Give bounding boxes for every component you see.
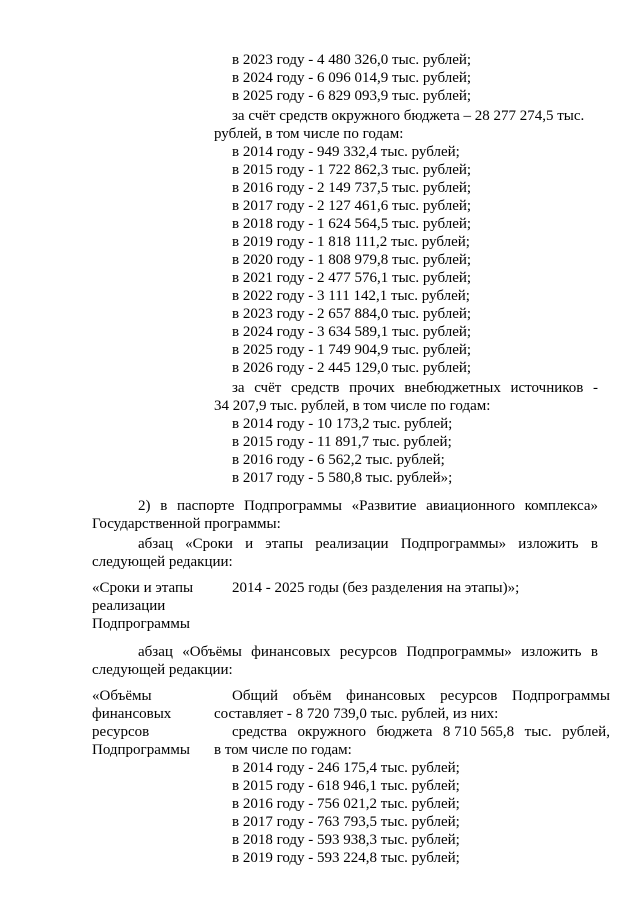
year-line: в 2017 году - 763 793,5 тыс. рублей; <box>232 814 460 830</box>
year-line: в 2015 году - 618 946,1 тыс. рублей; <box>232 778 460 794</box>
sroki-label: Подпрограммы <box>92 616 190 632</box>
year-line: в 2014 году - 10 173,2 тыс. рублей; <box>232 416 453 432</box>
obemy-label: финансовых <box>92 706 172 722</box>
obemy-label: ресурсов <box>92 724 150 740</box>
year-line: в 2023 году - 2 657 884,0 тыс. рублей; <box>232 306 472 322</box>
vnebudget-line: за счёт средств прочих внебюджетных источников - <box>232 380 598 396</box>
obemy-total-line: Общий объём финансовых ресурсов Подпрограммы <box>232 688 610 704</box>
year-line: в 2016 году - 756 021,2 тыс. рублей; <box>232 796 460 812</box>
year-line: в 2019 году - 593 224,8 тыс. рублей; <box>232 850 460 866</box>
year-line: в 2024 году - 6 096 014,9 тыс. рублей; <box>232 70 472 86</box>
year-line: в 2015 году - 11 891,7 тыс. рублей; <box>232 434 452 450</box>
obemy-label: «Объёмы <box>92 688 152 704</box>
sroki-value: 2014 - 2025 годы (без разделения на этапы)»; <box>232 580 520 596</box>
year-line: в 2017 году - 2 127 461,6 тыс. рублей; <box>232 198 472 214</box>
obemy-paragraph-line-cont: следующей редакции: <box>92 662 233 678</box>
obemy-total-line-cont: составляет - 8 720 739,0 тыс. рублей, из них: <box>214 706 499 722</box>
year-line: в 2019 году - 1 818 111,2 тыс. рублей; <box>232 234 470 250</box>
sroki-paragraph-line: абзац «Сроки и этапы реализации Подпрограммы» изложить в <box>138 536 598 552</box>
sroki-label: реализации <box>92 598 166 614</box>
okrug-budget-line: за счёт средств окружного бюджета – 28 277 274,5 тыс. <box>232 108 585 124</box>
item-2-line-cont: Государственной программы: <box>92 516 281 532</box>
obemy-label: Подпрограммы <box>92 742 190 758</box>
year-line: в 2016 году - 6 562,2 тыс. рублей; <box>232 452 445 468</box>
okrug-budget-line-cont: рублей, в том числе по годам: <box>214 126 404 142</box>
sroki-paragraph-line-cont: следующей редакции: <box>92 554 233 570</box>
year-line: в 2014 году - 246 175,4 тыс. рублей; <box>232 760 460 776</box>
year-line: в 2026 году - 2 445 129,0 тыс. рублей; <box>232 360 472 376</box>
sroki-label: «Сроки и этапы <box>92 580 194 596</box>
vnebudget-line-cont: 34 207,9 тыс. рублей, в том числе по годам: <box>214 398 491 414</box>
year-line: в 2020 году - 1 808 979,8 тыс. рублей; <box>232 252 472 268</box>
year-line: в 2015 году - 1 722 862,3 тыс. рублей; <box>232 162 472 178</box>
item-2-line: 2) в паспорте Подпрограммы «Развитие авиационного комплекса» <box>138 498 598 514</box>
year-line: в 2018 году - 593 938,3 тыс. рублей; <box>232 832 460 848</box>
year-line: в 2022 году - 3 111 142,1 тыс. рублей; <box>232 288 470 304</box>
year-line: в 2021 году - 2 477 576,1 тыс. рублей; <box>232 270 472 286</box>
year-line: в 2017 году - 5 580,8 тыс. рублей»; <box>232 470 453 486</box>
year-line: в 2025 году - 6 829 093,9 тыс. рублей; <box>232 88 472 104</box>
year-line: в 2018 году - 1 624 564,5 тыс. рублей; <box>232 216 472 232</box>
year-line: в 2025 году - 1 749 904,9 тыс. рублей; <box>232 342 472 358</box>
year-line: в 2016 году - 2 149 737,5 тыс. рублей; <box>232 180 472 196</box>
obemy-paragraph-line: абзац «Объёмы финансовых ресурсов Подпрограммы» изложить в <box>138 644 598 660</box>
year-line: в 2024 году - 3 634 589,1 тыс. рублей; <box>232 324 472 340</box>
obemy-okrug-line-cont: в том числе по годам: <box>214 742 352 758</box>
obemy-okrug-line: средства окружного бюджета 8 710 565,8 тыс. рублей, <box>232 724 610 740</box>
year-line: в 2014 году - 949 332,4 тыс. рублей; <box>232 144 460 160</box>
year-line: в 2023 году - 4 480 326,0 тыс. рублей; <box>232 52 472 68</box>
